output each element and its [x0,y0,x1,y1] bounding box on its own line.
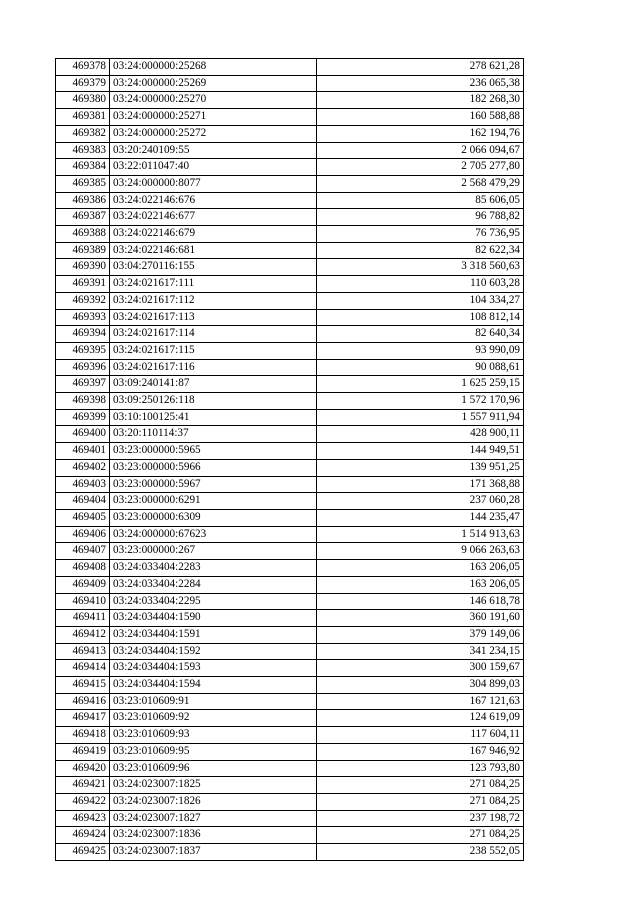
table-row [56,142,524,159]
amount-cell: 90 088,61 [317,359,524,376]
row-id-cell: 469396 [56,359,110,376]
cadastral-number-cell: 03:24:033404:2283 [110,560,317,577]
table-row [56,610,524,627]
row-id-cell: 469378 [56,59,110,76]
cadastral-number-cell: 03:23:000000:6309 [110,509,317,526]
amount-cell: 3 318 560,63 [317,259,524,276]
table-row [56,59,524,76]
cadastral-number-cell: 03:20:110114:37 [110,426,317,443]
row-id-cell: 469384 [56,159,110,176]
cadastral-number-cell: 03:24:021617:112 [110,292,317,309]
amount-cell: 182 268,30 [317,92,524,109]
row-id-cell: 469389 [56,242,110,259]
cadastral-number-cell: 03:24:022146:679 [110,226,317,243]
amount-cell: 104 334,27 [317,292,524,309]
cadastral-number-cell: 03:23:010609:95 [110,743,317,760]
row-id-cell: 469404 [56,493,110,510]
table-row [56,75,524,92]
amount-cell: 163 206,05 [317,560,524,577]
amount-cell: 82 640,34 [317,326,524,343]
amount-cell: 85 606,05 [317,192,524,209]
amount-cell: 171 368,88 [317,476,524,493]
row-id-cell: 469406 [56,526,110,543]
registry-table-body [56,59,524,861]
cadastral-number-cell: 03:24:000000:67623 [110,526,317,543]
cadastral-number-cell: 03:24:034404:1592 [110,643,317,660]
cadastral-number-cell: 03:24:021617:115 [110,342,317,359]
table-row [56,810,524,827]
table-row [56,443,524,460]
cadastral-number-cell: 03:23:000000:5966 [110,459,317,476]
table-row [56,476,524,493]
row-id-cell: 469380 [56,92,110,109]
row-id-cell: 469420 [56,760,110,777]
table-row [56,793,524,810]
row-id-cell: 469381 [56,109,110,126]
table-row [56,710,524,727]
table-row [56,393,524,410]
amount-cell: 108 812,14 [317,309,524,326]
table-row [56,92,524,109]
amount-cell: 428 900,11 [317,426,524,443]
table-row [56,777,524,794]
row-id-cell: 469409 [56,576,110,593]
amount-cell: 379 149,06 [317,626,524,643]
row-id-cell: 469395 [56,342,110,359]
amount-cell: 360 191,60 [317,610,524,627]
table-row [56,226,524,243]
cadastral-number-cell: 03:24:000000:8077 [110,175,317,192]
cadastral-number-cell: 03:24:023007:1837 [110,844,317,861]
cadastral-number-cell: 03:20:240109:55 [110,142,317,159]
table-row [56,109,524,126]
cadastral-number-cell: 03:04:270116:155 [110,259,317,276]
cadastral-number-cell: 03:23:010609:92 [110,710,317,727]
cadastral-number-cell: 03:24:000000:25270 [110,92,317,109]
amount-cell: 117 604,11 [317,727,524,744]
table-row [56,259,524,276]
table-row [56,459,524,476]
amount-cell: 341 234,15 [317,643,524,660]
row-id-cell: 469407 [56,543,110,560]
table-row [56,743,524,760]
table-row [56,426,524,443]
cadastral-number-cell: 03:24:023007:1826 [110,793,317,810]
row-id-cell: 469410 [56,593,110,610]
cadastral-number-cell: 03:24:034404:1593 [110,660,317,677]
cadastral-number-cell: 03:10:100125:41 [110,409,317,426]
row-id-cell: 469402 [56,459,110,476]
row-id-cell: 469411 [56,610,110,627]
cadastral-number-cell: 03:23:000000:6291 [110,493,317,510]
cadastral-number-cell: 03:24:034404:1590 [110,610,317,627]
row-id-cell: 469412 [56,626,110,643]
amount-cell: 146 618,78 [317,593,524,610]
table-row [56,359,524,376]
table-row [56,509,524,526]
amount-cell: 2 705 277,80 [317,159,524,176]
amount-cell: 163 206,05 [317,576,524,593]
amount-cell: 96 788,82 [317,209,524,226]
table-row [56,593,524,610]
row-id-cell: 469386 [56,192,110,209]
row-id-cell: 469417 [56,710,110,727]
amount-cell: 304 899,03 [317,677,524,694]
row-id-cell: 469422 [56,793,110,810]
amount-cell: 238 552,05 [317,844,524,861]
row-id-cell: 469405 [56,509,110,526]
cadastral-number-cell: 03:24:000000:25269 [110,75,317,92]
amount-cell: 144 949,51 [317,443,524,460]
cadastral-number-cell: 03:24:033404:2284 [110,576,317,593]
row-id-cell: 469385 [56,175,110,192]
table-row [56,309,524,326]
amount-cell: 167 121,63 [317,693,524,710]
row-id-cell: 469400 [56,426,110,443]
row-id-cell: 469390 [56,259,110,276]
row-id-cell: 469393 [56,309,110,326]
table-row [56,175,524,192]
cadastral-number-cell: 03:24:000000:25272 [110,125,317,142]
row-id-cell: 469379 [56,75,110,92]
table-row [56,660,524,677]
row-id-cell: 469397 [56,376,110,393]
cadastral-number-cell: 03:23:010609:91 [110,693,317,710]
cadastral-number-cell: 03:23:010609:96 [110,760,317,777]
table-row [56,677,524,694]
row-id-cell: 469388 [56,226,110,243]
table-row [56,409,524,426]
amount-cell: 124 619,09 [317,710,524,727]
table-row [56,209,524,226]
table-row [56,159,524,176]
row-id-cell: 469391 [56,276,110,293]
table-row [56,760,524,777]
row-id-cell: 469392 [56,292,110,309]
cadastral-number-cell: 03:24:000000:25271 [110,109,317,126]
cadastral-number-cell: 03:23:000000:5965 [110,443,317,460]
row-id-cell: 469394 [56,326,110,343]
row-id-cell: 469413 [56,643,110,660]
cadastral-number-cell: 03:23:000000:267 [110,543,317,560]
table-row [56,292,524,309]
table-row [56,643,524,660]
row-id-cell: 469418 [56,727,110,744]
table-row [56,727,524,744]
row-id-cell: 469421 [56,777,110,794]
table-row [56,276,524,293]
amount-cell: 271 084,25 [317,793,524,810]
cadastral-number-cell: 03:24:023007:1825 [110,777,317,794]
table-row [56,560,524,577]
table-row [56,376,524,393]
table-row [56,192,524,209]
cadastral-number-cell: 03:09:240141:87 [110,376,317,393]
table-row [56,844,524,861]
row-id-cell: 469423 [56,810,110,827]
amount-cell: 76 736,95 [317,226,524,243]
table-row [56,342,524,359]
cadastral-number-cell: 03:24:023007:1827 [110,810,317,827]
table-row [56,626,524,643]
cadastral-number-cell: 03:24:034404:1591 [110,626,317,643]
table-row [56,827,524,844]
cadastral-number-cell: 03:23:010609:93 [110,727,317,744]
table-row [56,576,524,593]
amount-cell: 271 084,25 [317,777,524,794]
cadastral-number-cell: 03:24:023007:1836 [110,827,317,844]
amount-cell: 2 568 479,29 [317,175,524,192]
amount-cell: 162 194,76 [317,125,524,142]
registry-table [55,58,524,861]
amount-cell: 139 951,25 [317,459,524,476]
amount-cell: 144 235,47 [317,509,524,526]
amount-cell: 9 066 263,63 [317,543,524,560]
amount-cell: 271 084,25 [317,827,524,844]
cadastral-number-cell: 03:24:022146:676 [110,192,317,209]
row-id-cell: 469401 [56,443,110,460]
amount-cell: 236 065,38 [317,75,524,92]
amount-cell: 237 060,28 [317,493,524,510]
cadastral-number-cell: 03:24:000000:25268 [110,59,317,76]
row-id-cell: 469414 [56,660,110,677]
row-id-cell: 469425 [56,844,110,861]
amount-cell: 300 159,67 [317,660,524,677]
row-id-cell: 469399 [56,409,110,426]
amount-cell: 123 793,80 [317,760,524,777]
cadastral-number-cell: 03:09:250126:118 [110,393,317,410]
table-row [56,693,524,710]
cadastral-number-cell: 03:23:000000:5967 [110,476,317,493]
amount-cell: 160 588,88 [317,109,524,126]
cadastral-number-cell: 03:22:011047:40 [110,159,317,176]
row-id-cell: 469383 [56,142,110,159]
amount-cell: 237 198,72 [317,810,524,827]
row-id-cell: 469416 [56,693,110,710]
table-row [56,125,524,142]
row-id-cell: 469398 [56,393,110,410]
amount-cell: 1 557 911,94 [317,409,524,426]
row-id-cell: 469387 [56,209,110,226]
amount-cell: 167 946,92 [317,743,524,760]
cadastral-number-cell: 03:24:021617:113 [110,309,317,326]
table-row [56,242,524,259]
cadastral-number-cell: 03:24:021617:111 [110,276,317,293]
row-id-cell: 469419 [56,743,110,760]
amount-cell: 93 990,09 [317,342,524,359]
table-row [56,326,524,343]
row-id-cell: 469408 [56,560,110,577]
cadastral-number-cell: 03:24:022146:681 [110,242,317,259]
table-row [56,543,524,560]
amount-cell: 1 625 259,15 [317,376,524,393]
table-row [56,526,524,543]
amount-cell: 2 066 094,67 [317,142,524,159]
cadastral-number-cell: 03:24:021617:114 [110,326,317,343]
cadastral-number-cell: 03:24:033404:2295 [110,593,317,610]
row-id-cell: 469424 [56,827,110,844]
amount-cell: 1 572 170,96 [317,393,524,410]
row-id-cell: 469415 [56,677,110,694]
row-id-cell: 469403 [56,476,110,493]
cadastral-number-cell: 03:24:022146:677 [110,209,317,226]
amount-cell: 1 514 913,63 [317,526,524,543]
cadastral-number-cell: 03:24:021617:116 [110,359,317,376]
table-row [56,493,524,510]
amount-cell: 110 603,28 [317,276,524,293]
amount-cell: 82 622,34 [317,242,524,259]
amount-cell: 278 621,28 [317,59,524,76]
row-id-cell: 469382 [56,125,110,142]
cadastral-number-cell: 03:24:034404:1594 [110,677,317,694]
